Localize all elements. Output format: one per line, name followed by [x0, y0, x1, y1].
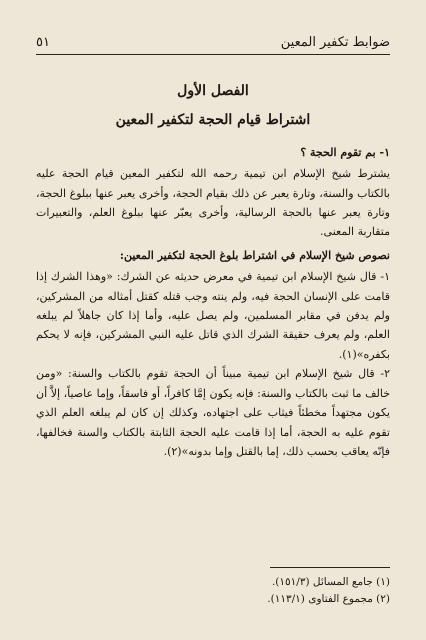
texts-heading: نصوص شيخ الإسلام في اشتراط بلوغ الحجة لتكفير المعين: — [119, 248, 390, 262]
chapter-title: اشتراط قيام الحجة لتكفير المعين — [115, 112, 311, 129]
footnote-divider — [270, 567, 390, 568]
footnotes — [36, 574, 390, 608]
quote-1: ١- قال شيخ الإسلام ابن تيمية في معرض حديثه عن الشرك: «وهذا الشرك إذا قامت على الإنسان الحجة فيه، ولم ينته وجب قتله كقتل أمثاله من المشركين، ولم يدفن في مقابر المسلمين، ولم يصل عليه، وأما إذا كان جاهلاً لم يبلغه العلم، ولم يعرف حقيقة الشرك الذي قاتل عليه النبي المشركين، فإنه لا يحكم بكفره»(١). — [36, 270, 390, 361]
section-paragraph: يشترط شيخ الإسلام ابن تيمية رحمه الله لتكفير المعين قيام الحجة عليه بالكتاب والسنة، وتارة يعبر عن ذلك بقيام الحجة، وأخرى يعبر عنها ببلوغ الحجة، وتارة يعبر عنها بالحجة الرسالية، وأخرى يعبّر عنها ببلوغ العلم، والتعبيرات متقاربة المعنى. — [36, 167, 390, 239]
page-number: ٥١ — [36, 34, 50, 50]
running-header — [36, 30, 390, 55]
main-text — [36, 82, 390, 461]
quote-2: ٢- قال شيخ الإسلام ابن تيمية مبيناً أن الحجة تقوم بالكتاب والسنة: «ومن خالف ما ثبت بالكتاب والسنة: فإنه يكون إمَّا كافراً، أو فاسقاً، وإما عاصياً، إلاَّ أن يكون مجتهداً مخطئاً فيثاب على اجتهاده، وكذلك إن كان لم يبلغه العلم الذي تقوم عليه به الحجة، أما إذا قامت عليه الحجة الثابتة بالكتاب والسنة فخالفها، فإنّه يعاقب بحسب ذلك، إما بالقتل وإما بدونه»(٢). — [36, 367, 390, 458]
header-title: ضوابط تكفير المعين — [280, 34, 390, 50]
section-question: ١- بم تقوم الحجة ؟ — [300, 145, 390, 159]
chapter-heading: الفصل الأول — [177, 83, 249, 99]
footnote-2: (٢) مجموع الفتاوى (١١٣/١). — [267, 593, 390, 605]
footnote-1: (١) جامع المسائل (١٥١/٣). — [271, 576, 390, 588]
